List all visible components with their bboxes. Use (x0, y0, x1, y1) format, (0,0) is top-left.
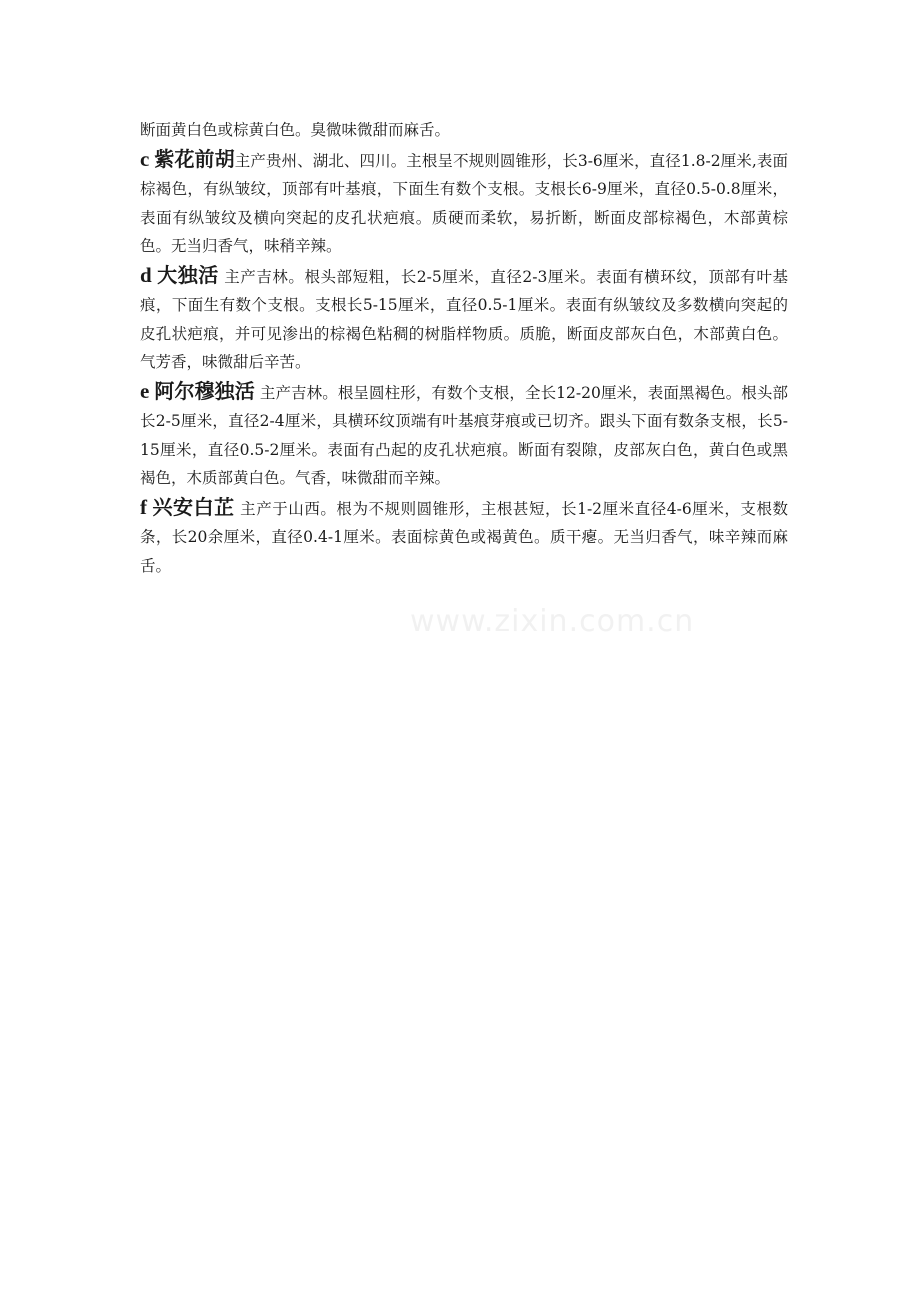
entry-c-letter: c (140, 146, 150, 171)
entry-c-text: 主产贵州、湖北、四川。主根呈不规则圆锥形，长3-6厘米，直径1.8-2厘米,表面棕褐色，有纵皱纹，顶部有叶基痕，下面生有数个支根。支根长6-9厘米，直径0.5-0.8厘米，表面有纵皱纹及横向突起的皮孔状疤痕。质硬而柔软，易折断，断面皮部棕褐色，木部黄棕色。无当归香气，味稍辛辣。 (140, 151, 789, 255)
entry-c-title: 紫花前胡 (154, 146, 235, 171)
watermark: www.zixin.com.cn (410, 604, 695, 639)
entry-e-letter: e (140, 378, 150, 403)
entry-f-letter: f (140, 494, 147, 519)
entry-d (140, 261, 788, 377)
entry-e-text: 主产吉林。根呈圆柱形，有数个支根，全长12-20厘米，表面黑褐色。根头部长2-5厘米，直径2-4厘米，具横环纹顶端有叶基痕芽痕或已切齐。跟头下面有数条支根，长5-15厘米，直径0.5-2厘米。表面有凸起的皮孔状疤痕。断面有裂隙，皮部灰白色，黄白色或黑褐色，木质部黄白色。气香，味微甜而辛辣。 (140, 383, 788, 487)
entry-d-text: 主产吉林。根头部短粗，长2-5厘米，直径2-3厘米。表面有横环纹，顶部有叶基痕，下面生有数个支根。支根长5-15厘米，直径0.5-1厘米。表面有纵皱纹及多数横向突起的皮孔状疤痕，并可见渗出的棕褐色粘稠的树脂样物质。质脆，断面皮部灰白色，木部黄白色。气芳香，味微甜后辛苦。 (140, 267, 788, 371)
entry-f (140, 493, 788, 581)
entry-c (140, 145, 788, 261)
entry-e-title: 阿尔穆独活 (154, 378, 255, 403)
intro-paragraph (140, 116, 788, 145)
entry-f-text: 主产于山西。根为不规则圆锥形，主根甚短，长1-2厘米直径4-6厘米，支根数条，长20余厘米，直径0.4-1厘米。表面棕黄色或褐黄色。质干瘪。无当归香气，味辛辣而麻舌。 (140, 499, 789, 575)
entry-e (140, 377, 788, 493)
entry-d-letter: d (140, 262, 152, 287)
entry-d-title: 大独活 (157, 262, 219, 287)
entry-f-title: 兴安白芷 (152, 494, 235, 519)
document-body (140, 116, 788, 580)
intro-text: 断面黄白色或棕黄白色。臭微味微甜而麻舌。 (140, 121, 451, 139)
